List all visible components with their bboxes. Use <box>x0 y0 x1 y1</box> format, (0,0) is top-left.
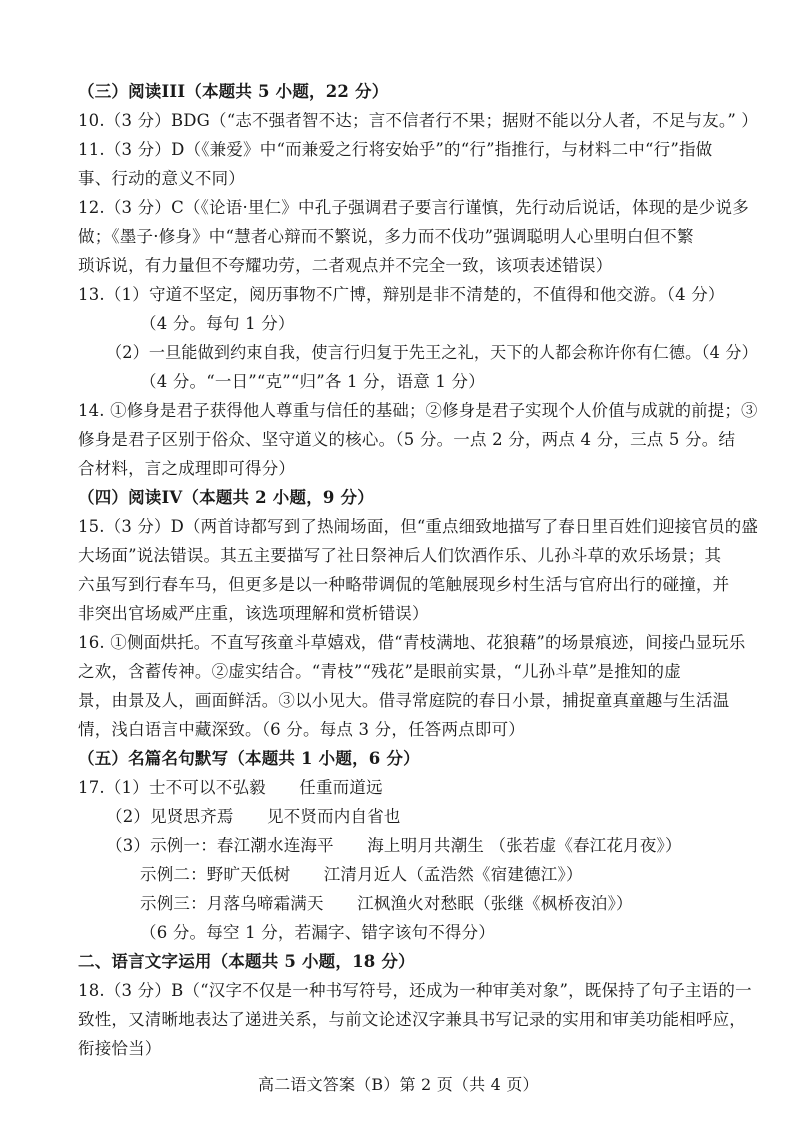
answer-17-part-2: （2）见贤思齐焉 见不贤而内自省也 <box>106 807 401 826</box>
answer-14-line-2: 修身是君子区别于俗众、坚守道义的核心。（5 分。一点 2 分，两点 4 分，三点 5 分。结 <box>78 430 736 449</box>
answer-18-line-3: 衔接恰当） <box>78 1039 162 1058</box>
answer-15-line-3: 六虽写到行春车马，但更多是以一种略带调侃的笔触展现乡村生活与官府出行的碰撞，并 <box>78 575 730 594</box>
answer-17-part-3-example-3: 示例三：月落乌啼霜满天 江枫渔火对愁眠（张继《枫桥夜泊》） <box>140 894 633 913</box>
section-heading-language-use: 二、语言文字运用（本题共 5 小题，18 分） <box>78 952 415 971</box>
answer-16-line-4: 情，浅白语言中藏深致。（6 分。每点 3 分，任答两点即可） <box>78 720 525 739</box>
answer-15-line-4: 非突出官场威严庄重，该选项理解和赏析错误） <box>78 604 429 623</box>
answer-18-line-1: 18.（3 分）B（“汉字不仅是一种书写符号，还成为一种审美对象”，既保持了句子主语的一 <box>78 981 752 1000</box>
section-heading-reading-3: （三）阅读III（本题共 5 小题，22 分） <box>78 82 389 101</box>
answer-15-line-1: 15.（3 分）D（两首诗都写到了热闹场面，但“重点细致地描写了春日里百姓们迎接官员的盛 <box>78 517 758 536</box>
answer-10: 10.（3 分）BDG（“志不强者智不达；言不信者行不果；据财不能以分人者，不足与友。” ） <box>78 111 759 130</box>
answer-13-part-1: 13.（1）守道不坚定，阅历事物不广博，辩别是非不清楚的，不值得和他交游。（4 分） <box>78 285 725 304</box>
answer-14-line-3: 合材料，言之成理即可得分） <box>78 459 296 478</box>
answer-12-line-1: 12.（3 分）C（《论语·里仁》中孔子强调君子要言行谨慎，先行动后说话，体现的是少说多 <box>78 198 749 217</box>
section-heading-dictation: （五）名篇名句默写（本题共 1 小题，6 分） <box>78 749 420 768</box>
answer-16-line-2: 之欢，含蓄传神。②虚实结合。“青枝”“残花”是眼前实景，“儿孙斗草”是推知的虚 <box>78 662 681 681</box>
answer-16-line-1: 16. ①侧面烘托。不直写孩童斗草嬉戏，借“青枝满地、花狼藉”的场景痕迹，间接凸显玩乐 <box>78 633 746 652</box>
answer-14-line-1: 14. ①修身是君子获得他人尊重与信任的基础；②修身是君子实现个人价值与成就的前提；③ <box>78 401 758 420</box>
answer-15-line-2: 大场面”说法错误。其五主要描写了社日祭神后人们饮酒作乐、儿孙斗草的欢乐场景；其 <box>78 546 722 565</box>
page-footer: 高二语文答案（B）第 2 页（共 4 页） <box>258 1075 539 1094</box>
section-heading-reading-4: （四）阅读IV（本题共 2 小题，9 分） <box>78 488 374 507</box>
answer-16-line-3: 景，由景及人，画面鲜活。③以小见大。借寻常庭院的春日小景，捕捉童真童趣与生活温 <box>78 691 730 710</box>
answer-17-part-3-example-1: （3）示例一：春江潮水连海平 海上明月共潮生 （张若虚《春江花月夜》） <box>106 836 682 855</box>
answer-17-part-3-example-2: 示例二：野旷天低树 江清月近人（孟浩然《宿建德江》） <box>140 865 583 884</box>
answer-18-line-2: 致性，又清晰地表达了递进关系，与前文论述汉字兼具书写记录的实用和审美功能相呼应， <box>78 1010 746 1029</box>
answer-13-part-1-scoring: （4 分。每句 1 分） <box>140 314 295 333</box>
answer-12-line-2: 做；《墨子·修身》中“慧者心辩而不繁说，多力而不伐功”强调聪明人心里明白但不繁 <box>78 227 694 246</box>
answer-11-line-2: 事、行动的意义不同） <box>78 169 245 188</box>
answer-11-line-1: 11.（3 分）D（《兼爱》中“而兼爱之行将安始乎”的“行”指推行，与材料二中“行”指做 <box>78 140 713 159</box>
answer-17-part-1: 17.（1）士不可以不弘毅 任重而道远 <box>78 778 383 797</box>
answer-17-scoring: （6 分。每空 1 分，若漏字、错字该句不得分） <box>140 923 496 942</box>
answer-13-part-2-scoring: （4 分。“一日”“克”“归”各 1 分，语意 1 分） <box>140 372 485 391</box>
answer-13-part-2: （2）一旦能做到约束自我，使言行归复于先王之礼，天下的人都会称许你有仁德。（4 分） <box>106 343 758 362</box>
answer-12-line-3: 琐诉说，有力量但不夸耀功劳，二者观点并不完全一致，该项表述错误） <box>78 256 613 275</box>
